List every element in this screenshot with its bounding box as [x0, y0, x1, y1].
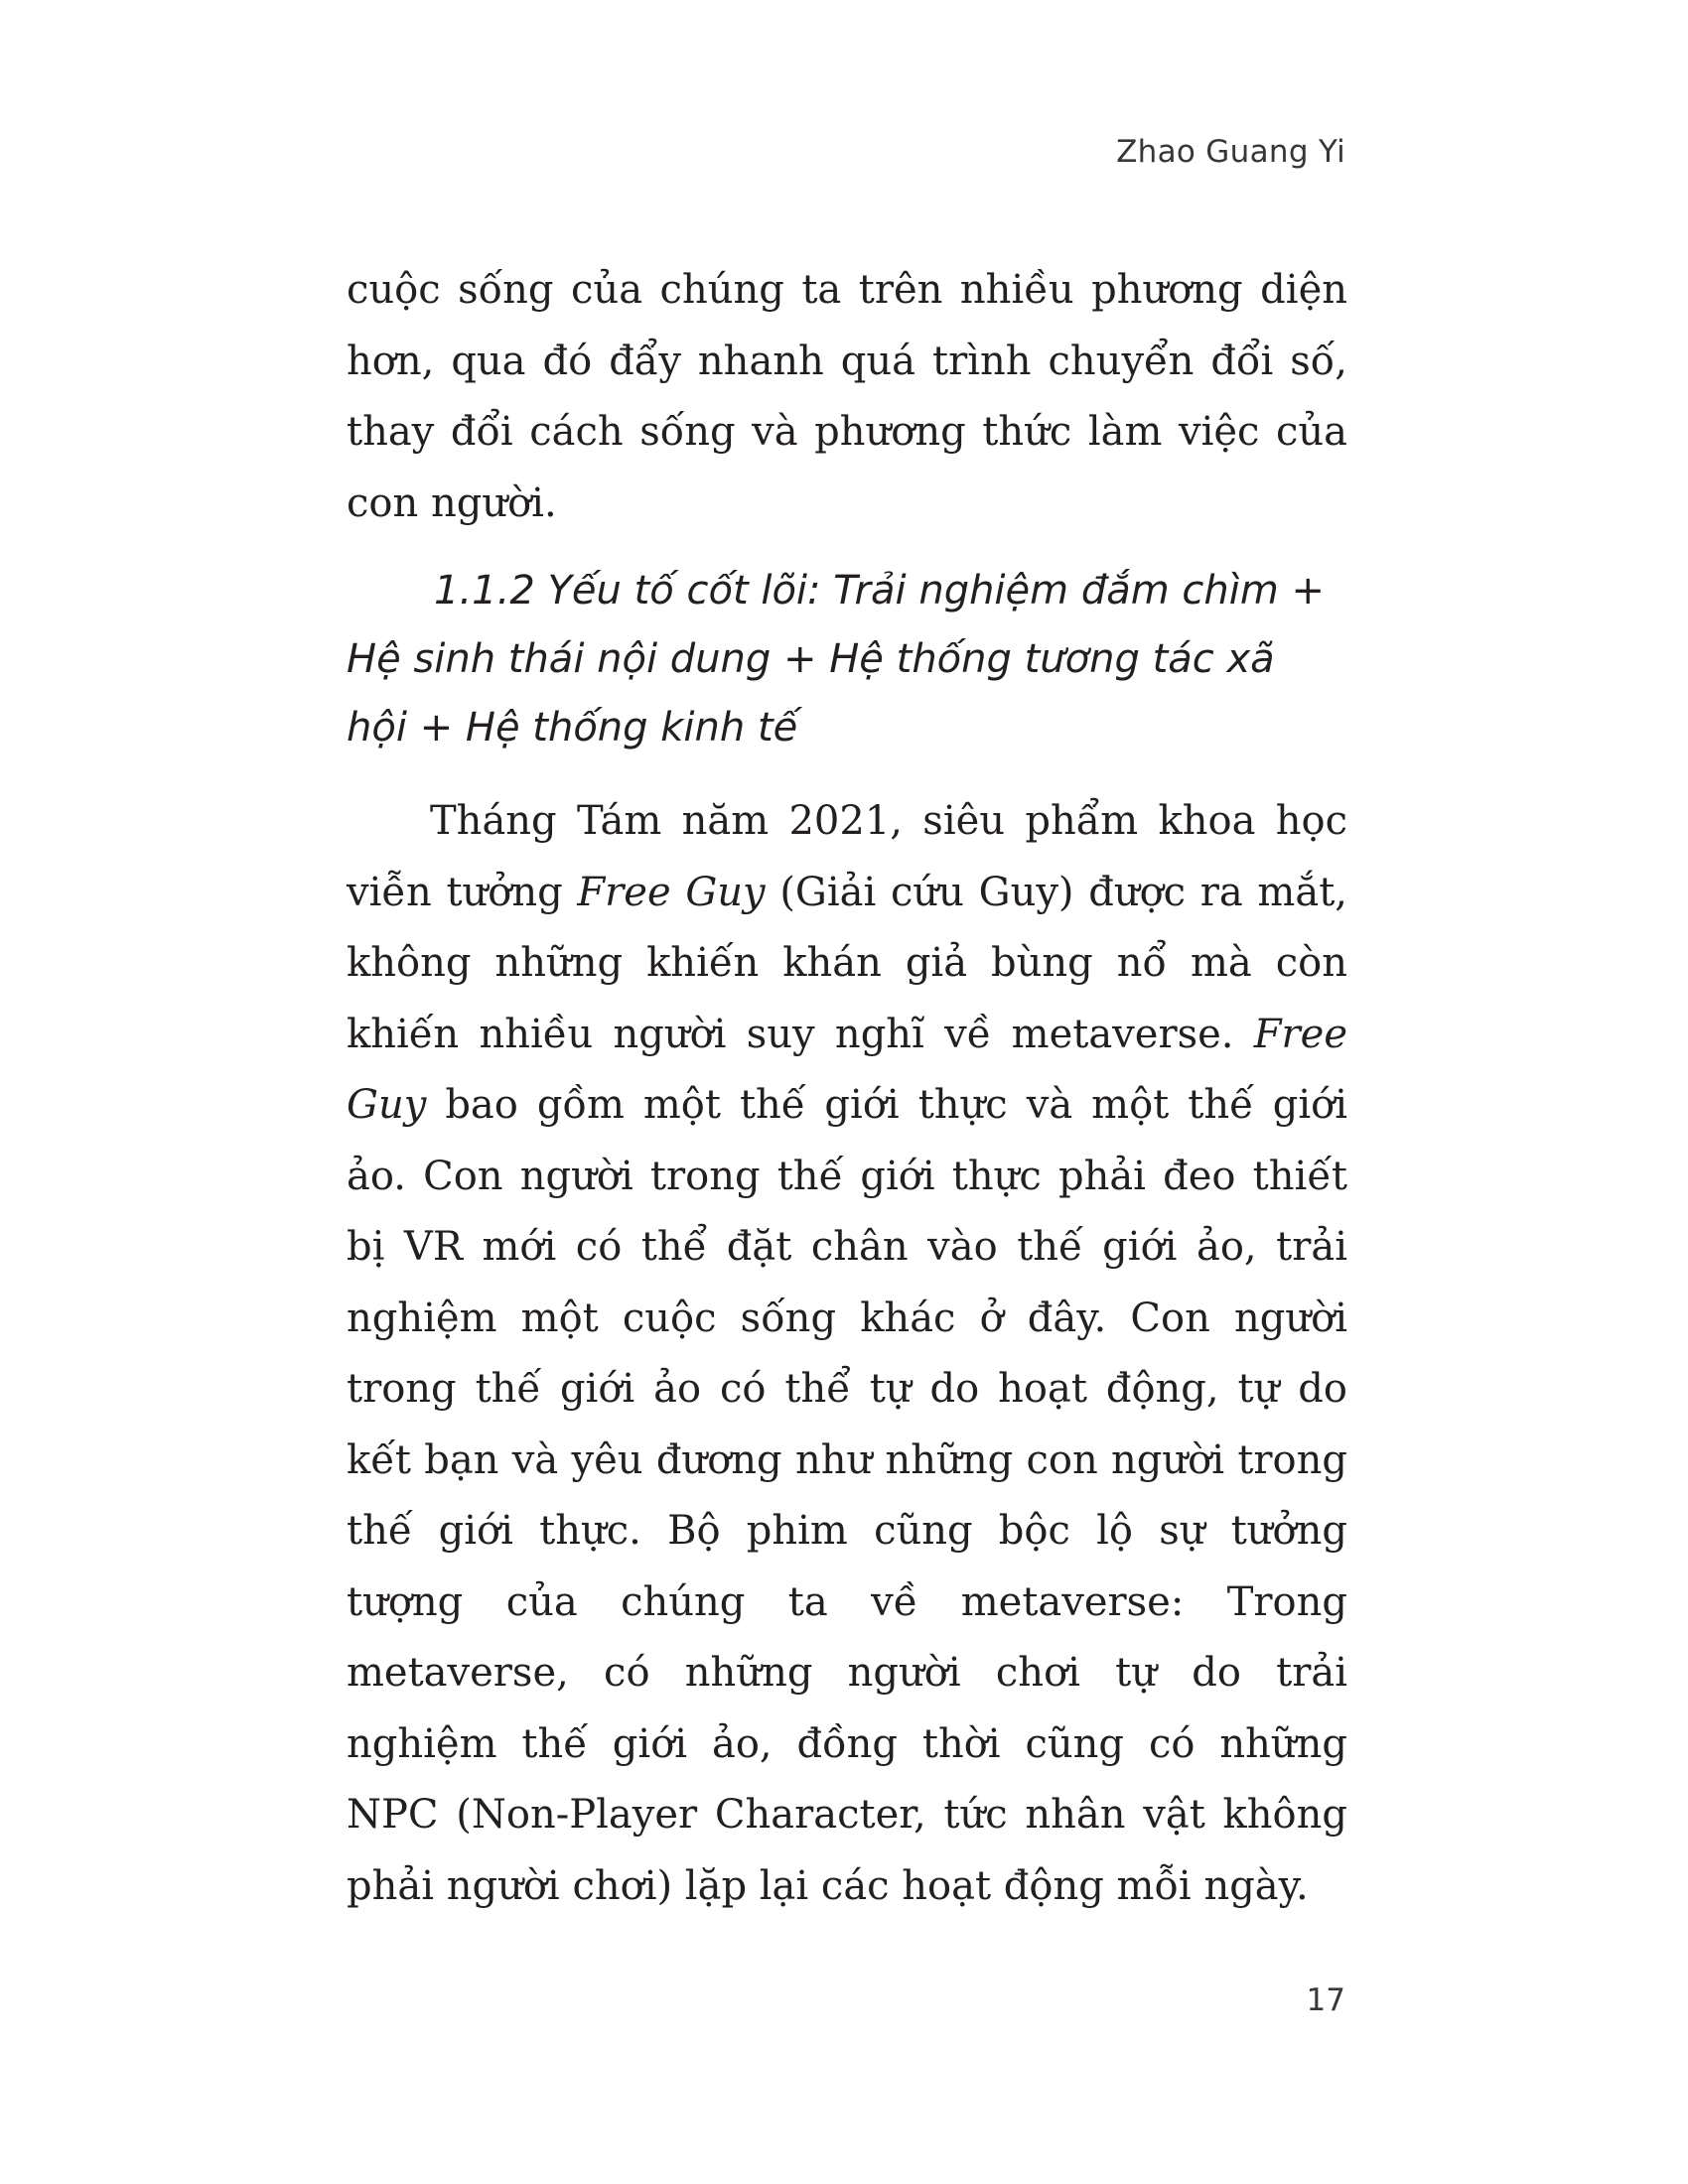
- section-heading: 1.1.2 Yếu tố cốt lõi: Trải nghiệm đắm chìm + Hệ sinh thái nội dung + Hệ thống tương tác xã hội + Hệ thống kinh tế: [347, 568, 1326, 751]
- paragraph-text-segment: Tháng Tám năm 2021, siêu phẩm khoa học viễn tưởng: [347, 798, 1347, 915]
- page-number: 17: [1306, 1982, 1345, 2018]
- running-header-author: Zhao Guang Yi: [1116, 134, 1345, 170]
- film-title: Free Guy: [577, 869, 766, 915]
- body-paragraph-continued: cuộc sống của chúng ta trên nhiều phương diện hơn, qua đó đẩy nhanh quá trình chuyển đổi số, thay đổi cách sống và phương thức làm việc của con người.: [347, 267, 1347, 526]
- body-paragraph-free-guy: [347, 786, 1347, 1922]
- paragraph-text-segment: (Giải cứu Guy) được ra mắt, không những khiến khán giả bùng nổ mà còn khiến nhiều người suy nghĩ về metaverse.: [347, 869, 1347, 1057]
- film-title: Free Guy: [347, 1011, 1347, 1128]
- paragraph-text-segment: bao gồm một thế giới thực và một thế giới ảo. Con người trong thế giới thực phải đeo thiết bị VR mới có thể đặt chân vào thế giới ảo, trải nghiệm một cuộc sống khác ở đây. Con người trong thế giới ảo có thể tự do hoạt động, tự do kết bạn và yêu đương như những con người trong thế giới thực. Bộ phim cũng bộc lộ sự tưởng tượng của chúng ta về metaverse: Trong metaverse, có những người chơi tự do trải nghiệm thế giới ảo, đồng thời cũng có những NPC (Non-Player Character, tức nhân vật không phải người chơi) lặp lại các hoạt động mỗi ngày.: [347, 1082, 1347, 1909]
